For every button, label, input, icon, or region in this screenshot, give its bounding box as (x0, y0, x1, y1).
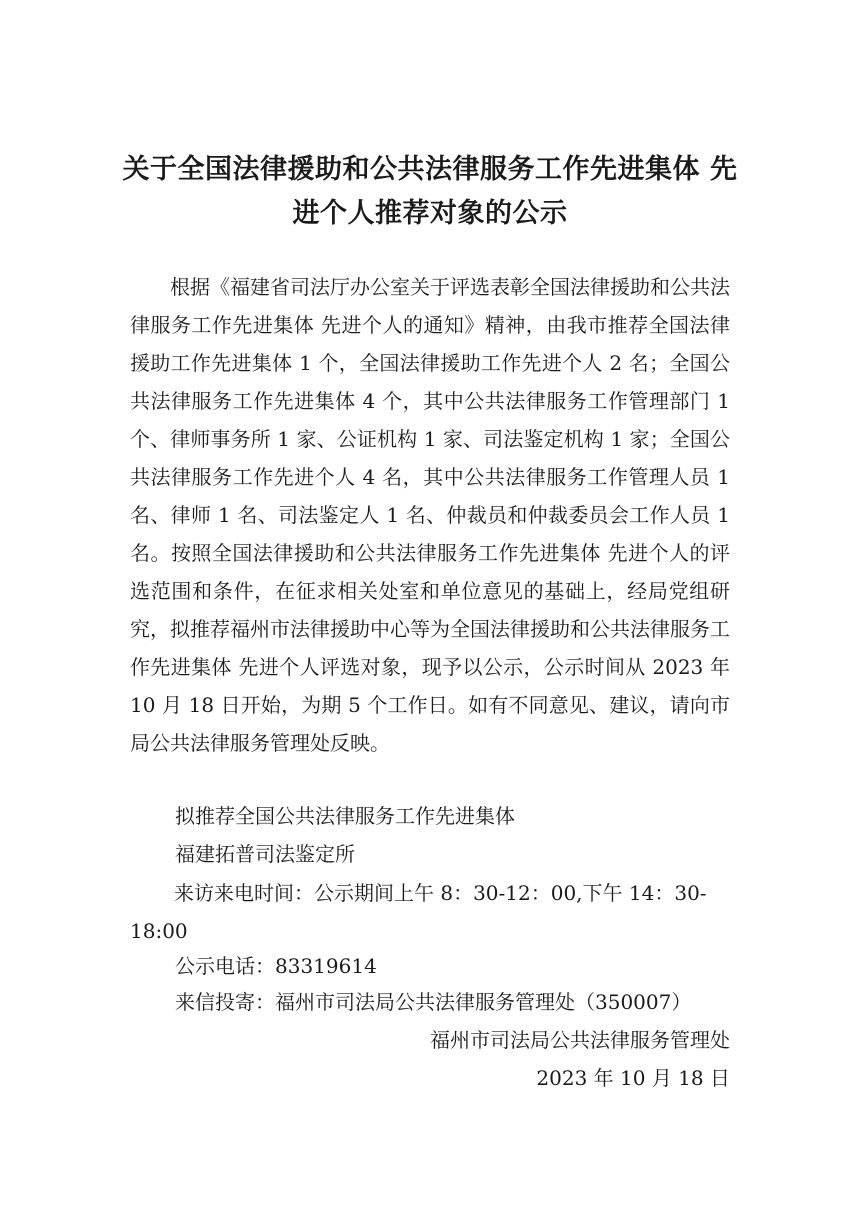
body-paragraph: 根据《福建省司法厅办公室关于评选表彰全国法律援助和公共法律服务工作先进集体 先进个人的通知》精神，由我市推荐全国法律援助工作先进集体 1 个，全国法律援助工作先进个人 2 名；全国公共法律服务工作先进集体 4 个，其中公共法律服务工作管理部门 1 个、律师事务所 1 家、公证机构 1 家、司法鉴定机构 1 家；全国公共法律服务工作先进个人 4 名，其中公共法律服务工作管理人员 1 名、律师 1 名、司法鉴定人 1 名、仲裁员和仲裁委员会工作人员 1 名。按照全国法律援助和公共法律服务工作先进集体 先进个人的评选范围和条件，在征求相关处室和单位意见的基础上，经局党组研究，拟推荐福州市法律援助中心等为全国法律援助和公共法律服务工作先进集体 先进个人评选对象，现予以公示，公示时间从 2023 年 10 月 18 日开始，为期 5 个工作日。如有不同意见、建议，请向市局公共法律服务管理处反映。 (130, 275, 730, 755)
visit-hours: 来访来电时间：公示期间上午 8：30-12：00,下午 14：30-18:00 (130, 881, 707, 943)
nominee-name: 福建拓普司法鉴定所 (175, 842, 355, 866)
document-title: 关于全国法律援助和公共法律服务工作先进集体 先进个人推荐对象的公示 (122, 154, 738, 229)
section-heading: 拟推荐全国公共法律服务工作先进集体 (175, 804, 515, 828)
signature-organization: 福州市司法局公共法律服务管理处 (430, 1028, 730, 1052)
contact-phone: 公示电话：83319614 (175, 954, 377, 978)
signature-date: 2023 年 10 月 18 日 (536, 1066, 730, 1090)
mail-address: 来信投寄：福州市司法局公共法律服务管理处（350007） (175, 990, 692, 1014)
